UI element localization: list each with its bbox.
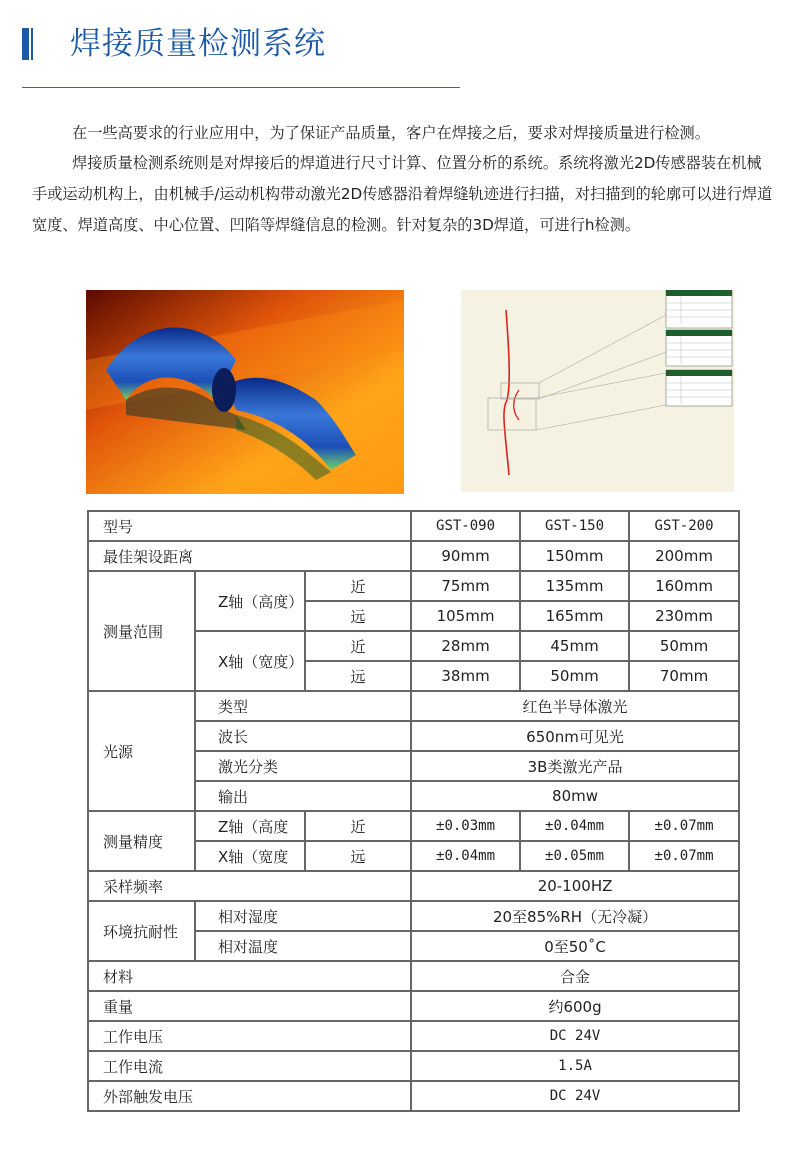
z-far-cell: 105mm xyxy=(411,601,520,631)
z-far-cell: 230mm xyxy=(629,601,739,631)
x-axis-label: X轴（宽度） xyxy=(195,631,305,691)
acc-x-cell: ±0.07mm xyxy=(629,841,739,871)
z-near-cell: 135mm xyxy=(520,571,629,601)
env-label: 环境抗耐性 xyxy=(88,901,195,961)
table-row xyxy=(88,511,739,541)
table-row xyxy=(88,691,739,721)
z-far-cell: 165mm xyxy=(520,601,629,631)
model-label: 型号 xyxy=(88,511,411,541)
trigger-voltage-value: DC 24V xyxy=(411,1081,739,1111)
mount-cell: 90mm xyxy=(411,541,520,571)
accuracy-label: 测量精度 xyxy=(88,811,195,871)
far-label: 远 xyxy=(305,601,411,631)
acc-z-cell: ±0.07mm xyxy=(629,811,739,841)
wave-value: 650nm可见光 xyxy=(411,721,739,751)
mount-label: 最佳架设距离 xyxy=(88,541,411,571)
temperature-label: 相对温度 xyxy=(195,931,411,961)
class-value: 3B类激光产品 xyxy=(411,751,739,781)
acc-z-cell: ±0.04mm xyxy=(520,811,629,841)
voltage-value: DC 24V xyxy=(411,1021,739,1051)
table-row xyxy=(88,541,739,571)
mount-cell: 200mm xyxy=(629,541,739,571)
acc-z-cell: ±0.03mm xyxy=(411,811,520,841)
x-near-cell: 45mm xyxy=(520,631,629,661)
weld-3d-scan-image xyxy=(86,290,404,494)
weight-value: 约600g xyxy=(411,991,739,1021)
table-row xyxy=(88,1051,739,1081)
x-near-cell: 28mm xyxy=(411,631,520,661)
type-label: 类型 xyxy=(195,691,411,721)
near-label: 近 xyxy=(305,811,411,841)
title-accent-bar xyxy=(22,28,29,60)
far-label: 远 xyxy=(305,841,411,871)
table-row xyxy=(88,991,739,1021)
temperature-value: 0至50˚C xyxy=(411,931,739,961)
x-far-cell: 38mm xyxy=(411,661,520,691)
spec-table xyxy=(87,510,740,1112)
material-label: 材料 xyxy=(88,961,411,991)
freq-label: 采样频率 xyxy=(88,871,411,901)
title-accent-bar-thin xyxy=(31,28,33,60)
x-near-cell: 50mm xyxy=(629,631,739,661)
intro-paragraph-1: 在一些高要求的行业应用中，为了保证产品质量，客户在焊接之后，要求对焊接质量进行检测。 xyxy=(72,124,710,142)
intro-paragraph-2: 焊接质量检测系统则是对焊接后的焊道进行尺寸计算、位置分析的系统。系统将激光2D传感器装在机械手或运动机构上，由机械手/运动机构带动激光2D传感器沿着焊缝轨迹进行扫描，对扫描到的轮廓可以进行焊道宽度、焊道高度、中心位置、凹陷等焊缝信息的检测。针对复杂的3D焊道，可进行h检测。 xyxy=(32,154,773,234)
x-far-cell: 50mm xyxy=(520,661,629,691)
table-row xyxy=(88,961,739,991)
light-label: 光源 xyxy=(88,691,195,811)
weld-profile-analysis-image xyxy=(461,290,734,492)
weight-label: 重量 xyxy=(88,991,411,1021)
table-row xyxy=(88,1021,739,1051)
model-cell: GST-150 xyxy=(520,511,629,541)
page-title: 焊接质量检测系统 xyxy=(70,26,326,62)
table-row xyxy=(88,1081,739,1111)
x-far-cell: 70mm xyxy=(629,661,739,691)
near-label: 近 xyxy=(305,571,411,601)
z-near-cell: 75mm xyxy=(411,571,520,601)
z-axis-label: Z轴（高度） xyxy=(195,571,305,631)
title-divider xyxy=(22,87,460,88)
current-value: 1.5A xyxy=(411,1051,739,1081)
table-row xyxy=(88,811,739,841)
class-label: 激光分类 xyxy=(195,751,411,781)
acc-x-axis-label: X轴（宽度 xyxy=(195,841,305,871)
voltage-label: 工作电压 xyxy=(88,1021,411,1051)
model-cell: GST-200 xyxy=(629,511,739,541)
table-row xyxy=(88,871,739,901)
wave-label: 波长 xyxy=(195,721,411,751)
range-label: 测量范围 xyxy=(88,571,195,691)
model-cell: GST-090 xyxy=(411,511,520,541)
output-label: 输出 xyxy=(195,781,411,811)
output-value: 80mw xyxy=(411,781,739,811)
table-row xyxy=(88,901,739,931)
mount-cell: 150mm xyxy=(520,541,629,571)
freq-value: 20-100HZ xyxy=(411,871,739,901)
acc-z-axis-label: Z轴（高度 xyxy=(195,811,305,841)
trigger-voltage-label: 外部触发电压 xyxy=(88,1081,411,1111)
material-value: 合金 xyxy=(411,961,739,991)
humidity-label: 相对湿度 xyxy=(195,901,411,931)
near-label: 近 xyxy=(305,631,411,661)
far-label: 远 xyxy=(305,661,411,691)
acc-x-cell: ±0.05mm xyxy=(520,841,629,871)
type-value: 红色半导体激光 xyxy=(411,691,739,721)
humidity-value: 20至85%RH（无冷凝） xyxy=(411,901,739,931)
current-label: 工作电流 xyxy=(88,1051,411,1081)
z-near-cell: 160mm xyxy=(629,571,739,601)
acc-x-cell: ±0.04mm xyxy=(411,841,520,871)
table-row xyxy=(88,571,739,601)
